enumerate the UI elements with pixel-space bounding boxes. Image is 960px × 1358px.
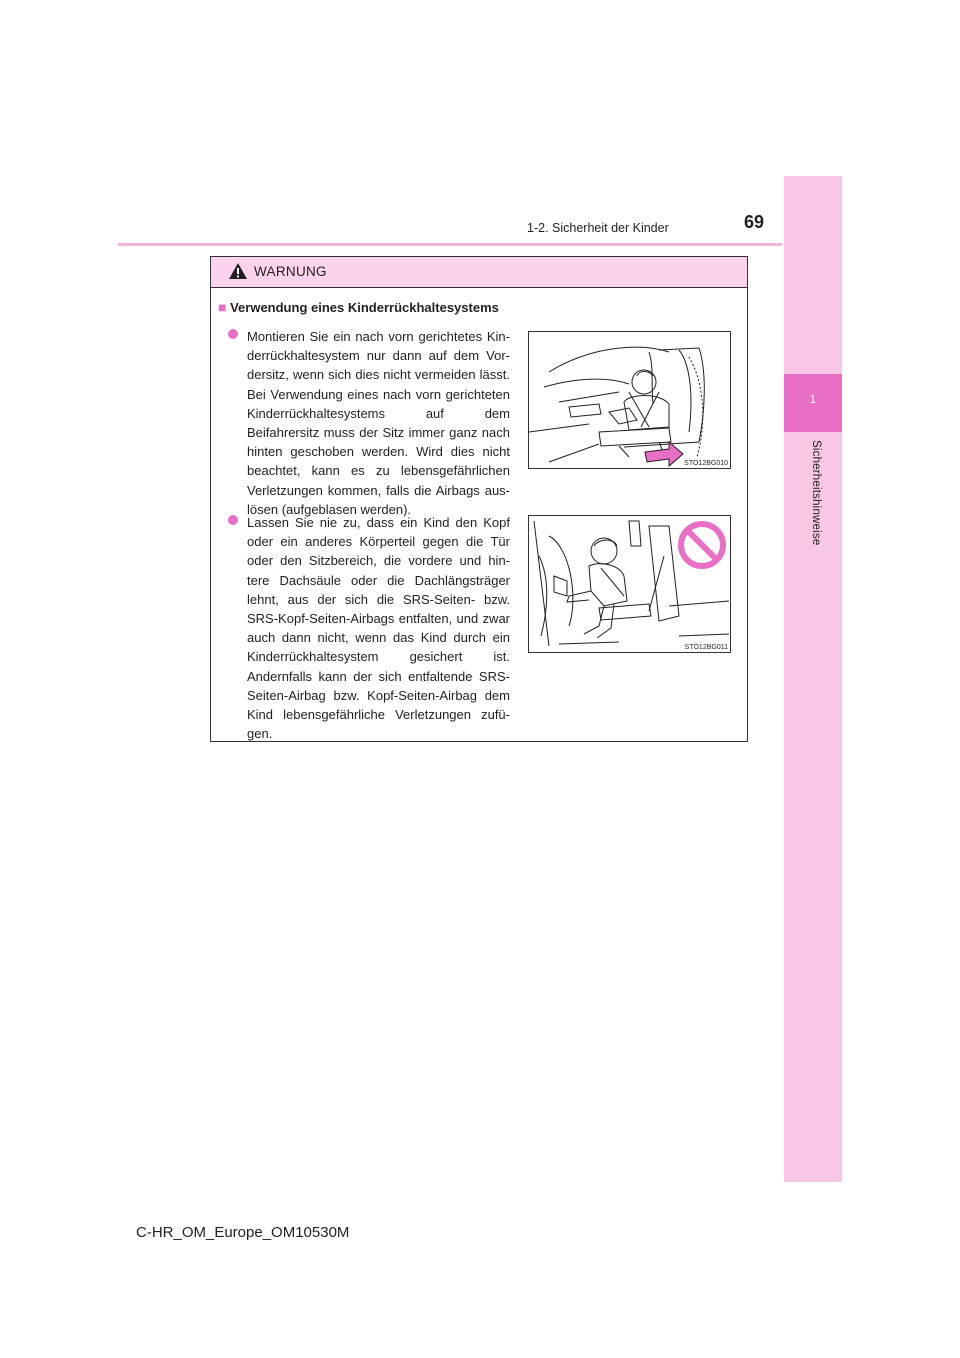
warning-title: WARNUNG <box>254 264 327 279</box>
warning-box <box>210 256 748 742</box>
section-title: 1-2. Sicherheit der Kinder <box>527 221 669 235</box>
warning-triangle-icon <box>228 262 248 285</box>
figure-child-leaning <box>528 515 731 653</box>
square-bullet-icon: ■ <box>218 299 227 315</box>
chapter-side-tab <box>784 176 842 1182</box>
figure-code: STO12BG011 <box>684 644 728 651</box>
warning-item <box>228 513 510 743</box>
warning-item-text: Montieren Sie ein nach vorn gerichtetes Kin-derrückhaltesystem nur dann auf dem Vor-dersitz, wenn sich dies nicht vermeiden lässt. Bei Verwendung eines nach vorn gerichteten Kinderrückhaltesystems auf dem Beifahrersitz muss der Sitz immer ganz nach hinten geschoben werden. Wird dies nicht beachtet, kann es zu lebensgefährlichen Verletzungen kommen, falls die Airbags aus-lösen (aufgeblasen werden). <box>247 329 510 517</box>
subheading-text: Verwendung eines Kinderrückhaltesystems <box>230 300 499 315</box>
figure-child-seat-front <box>528 331 731 469</box>
warning-subheading <box>218 299 499 315</box>
warning-item-text: Lassen Sie nie zu, dass ein Kind den Kopf oder ein anderes Körperteil gegen die Tür oder den Sitzbereich, die vordere und hin-tere Dachsäule oder die Dachlängsträger lehnt, aus der sich die SRS-Seiten- bzw. SRS-Kopf-Seiten-Airbags entfalten, und zwar auch dann nicht, wenn das Kind durch ein Kinderrückhaltesystem gesichert ist. Andernfalls kann der sich entfaltende SRS-Seiten-Airbag bzw. Kopf-Seiten-Airbag dem Kind lebensgefährliche Verletzungen zufü-gen. <box>247 515 510 742</box>
bullet-dot-icon <box>228 329 238 339</box>
prohibited-icon <box>677 520 727 570</box>
warning-header <box>211 257 747 288</box>
page-number: 69 <box>744 212 765 232</box>
chapter-number: 1 <box>784 374 842 432</box>
warning-item <box>228 327 510 519</box>
figure-code: STO12BG010 <box>684 460 728 467</box>
header-rule <box>118 243 782 246</box>
child-seat-illustration <box>529 332 730 468</box>
footer-document-id: C-HR_OM_Europe_OM10530M <box>136 1224 350 1241</box>
chapter-label: Sicherheitshinweise <box>810 440 822 546</box>
bullet-dot-icon <box>228 515 238 525</box>
